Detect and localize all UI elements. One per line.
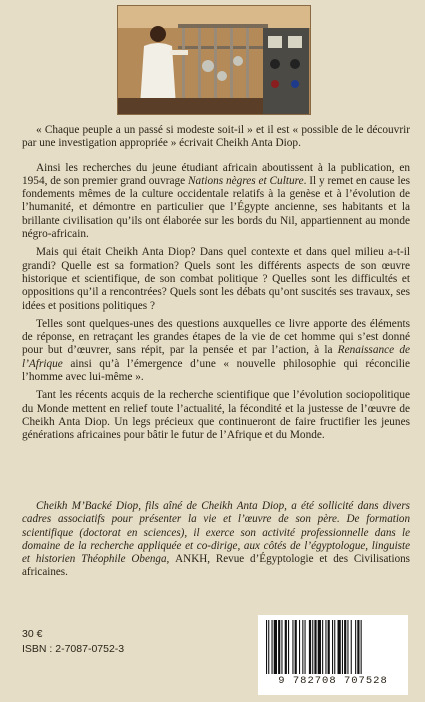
paragraph-answers xyxy=(22,318,410,384)
paragraph-answers-part-a: Telles sont quelques-unes des questions auxquelles ce livre apporte des éléments de réponse, en retraçant les grandes étapes de la vie de cet homme qui s’est donné pour but d’œuvrer, sans répit, par la pensée et par l’action, à la xyxy=(22,317,410,357)
isbn-label: ISBN : 2-7087-0752-3 xyxy=(22,643,125,655)
author-bio-journal: ANKH, Revue d’Égyptologie et des Civilisations africaines. xyxy=(22,553,410,579)
author-bio-paragraph xyxy=(22,500,410,580)
paragraph-publication xyxy=(22,162,410,242)
paragraph-legacy: Tant les récents acquis de la recherche scientifique que l’évolution sociopolitique du Monde mettent en relief toute l’actualité, la fécondité et la justesse de l’œuvre de Cheikh Anta Diop. Un legs précieux que continueront de faire fructifier les jeunes générations africaines pour bâtir le futur de l’Afrique et du Monde. xyxy=(22,389,410,442)
paragraph-publication-part-b: . Il y remet en cause les fondements mêmes de la culture occidentale relatifs à la genèse et à l’évolution de l’humanité, et démontre en particulier que l’Égypte ancienne, ses habitants et la brillante civilisation qu’ils ont élaborée sur les bords du Nil, appartiennent au monde négro-africain. xyxy=(22,174,411,241)
paragraph-answers-part-b: ainsi qu’à l’émergence d’une « nouvelle philosophie qui réconcilie l’homme avec lui-même ». xyxy=(22,357,410,384)
epigraph-paragraph: « Chaque peuple a un passé si modeste soit-il » et il est « possible de le découvrir par une investigation appropriée » écrivait Cheikh Anta Diop. xyxy=(22,124,410,150)
paragraph-questions: Mais qui était Cheikh Anta Diop? Dans quel contexte et dans quel milieu a-t-il grandi? Quelle est sa formation? Quels sont les différents aspects de son œuvre historique et scientifique, de son combat politique ? Quelles sont les difficultés et oppositions qu’il a rencontrées? Quels sont les débats qu’ont suscités ses travaux, ses idées et positions politiques ? xyxy=(22,246,410,312)
renaissance-afrique-title: Renaissance de l’Afrique xyxy=(22,344,410,370)
barcode-bars xyxy=(264,620,402,674)
cover-photo-scientist-lab xyxy=(117,5,311,115)
price-label: 30 € xyxy=(22,628,43,640)
back-cover-text xyxy=(22,124,410,443)
barcode-number: 9 782708 707528 xyxy=(278,675,388,687)
author-bio-italic: Cheikh M’Backé Diop, fils aîné de Cheikh Anta Diop, a été sollicité dans divers cadres associatifs pour présenter la vie et l’œuvre de son père. De formation scientifique (doctorat en sciences), il exerce son activité professionnelle dans le domaine de la recherche appliquée et co-dirige, aux côtés de l’égyptologue, linguiste et historien Théophile Obenga, xyxy=(22,500,410,566)
author-bio xyxy=(22,500,410,580)
book-title-nations-negres: Nations nègres et Culture xyxy=(188,174,304,187)
barcode xyxy=(258,615,408,695)
paragraph-publication-part-a: Ainsi les recherches du jeune étudiant africain aboutissent à la publication, en 1954, de son premier grand ouvrage xyxy=(22,161,410,187)
